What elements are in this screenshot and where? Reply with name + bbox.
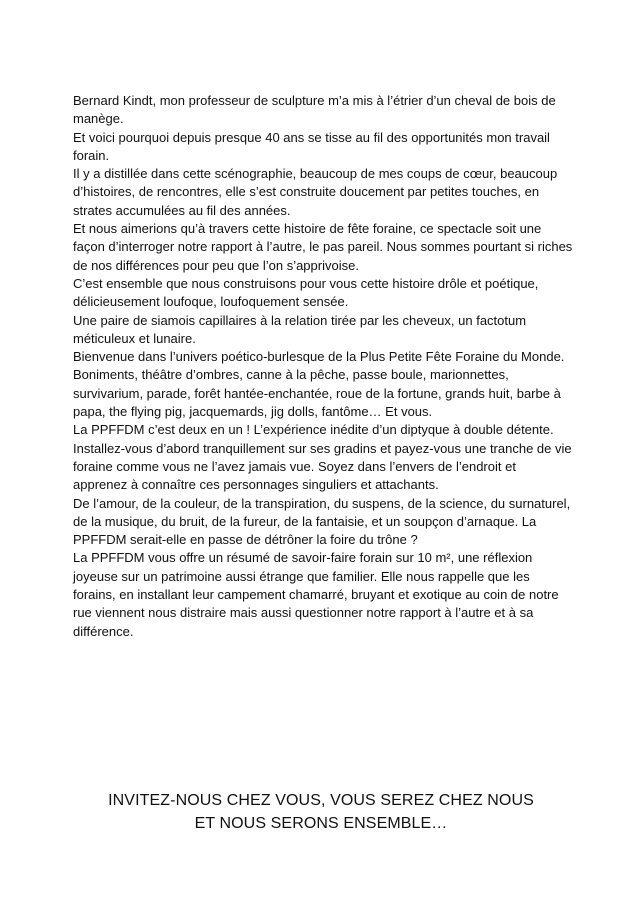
paragraph-siamois: Une paire de siamois capillaires à la relation tirée par les cheveux, un factotum méticuleux et lunaire. [73,312,527,346]
paragraph-amour: De l’amour, de la couleur, de la transpiration, du suspens, de la science, du surnaturel, de la musique, du bruit, de la fureur, de la fantaisie, et un soupçon d’arnaque. La PPFFDM serait-elle en passe de détrôner la foire du trône ? [73,495,571,548]
closing-invitation [0,789,642,835]
paragraph-bienvenue: Bienvenue dans l’univers poético-burlesque de la Plus Petite Fête Foraine du Monde. [73,349,565,365]
paragraph-ensemble: C’est ensemble que nous construisons pour vous cette histoire drôle et poétique, délicieusement loufoque, loufoquement sensée. [73,275,539,310]
paragraph-kindt: Bernard Kindt, mon professeur de sculpture m’a mis à l’étrier d’un cheval de bois de manège. [73,93,556,127]
body-text [73,92,573,641]
closing-line-1: INVITEZ-NOUS CHEZ VOUS, VOUS SEREZ CHEZ NOUS [108,792,534,809]
paragraph-scenography: Il y a distillée dans cette scénographie, beaucoup de mes coups de cœur, beaucoup d’histoires, de rencontres, elle s’est construite doucement par petites touches, en strates accumulées au fil des années. [73,166,558,218]
closing-line-2: ET NOUS SERONS ENSEMBLE… [194,815,448,832]
paragraph-fete-foraine: Et nous aimerions qu’à travers cette histoire de fête foraine, ce spectacle soit une façon d’interroger notre rapport à l’autre, le pas pareil. Nous sommes pourtant si riches de nos différences pour peu que l’on s’apprivoise. [73,221,573,273]
paragraph-resume: La PPFFDM vous offre un résumé de savoir-faire forain sur 10 m², une réflexion joyeuse sur un patrimoine aussi étrange que familier. Elle nous rappelle que les forains, en installant leur campement chamarré, bruyant et exotique au coin de notre rue viennent nous distraire mais aussi questionner notre rapport à l’autre et à sa différence. [73,550,559,639]
paragraph-boniments: Boniments, théâtre d’ombres, canne à la pêche, passe boule, marionnettes, survivarium, parade, forêt hantée-enchantée, roue de la fortune, grands huit, barbe à papa, the flying pig, jacquemards, jig dolls, fantôme… Et vous. [73,367,561,420]
paragraph-diptyque: La PPFFDM c’est deux en un ! L’expérience inédite d’un diptyque à double détente. Installez-vous d’abord tranquillement sur ses gradins et payez-vous une tranche de vie foraine comme vous ne l’avez jamais vue. Soyez dans l’envers de l’endroit et apprenez à connaître ces personnages singuliers et attachants. [73,422,572,493]
paragraph-forty-years: Et voici pourquoi depuis presque 40 ans se tisse au fil des opportunités mon travail forain. [73,129,550,163]
